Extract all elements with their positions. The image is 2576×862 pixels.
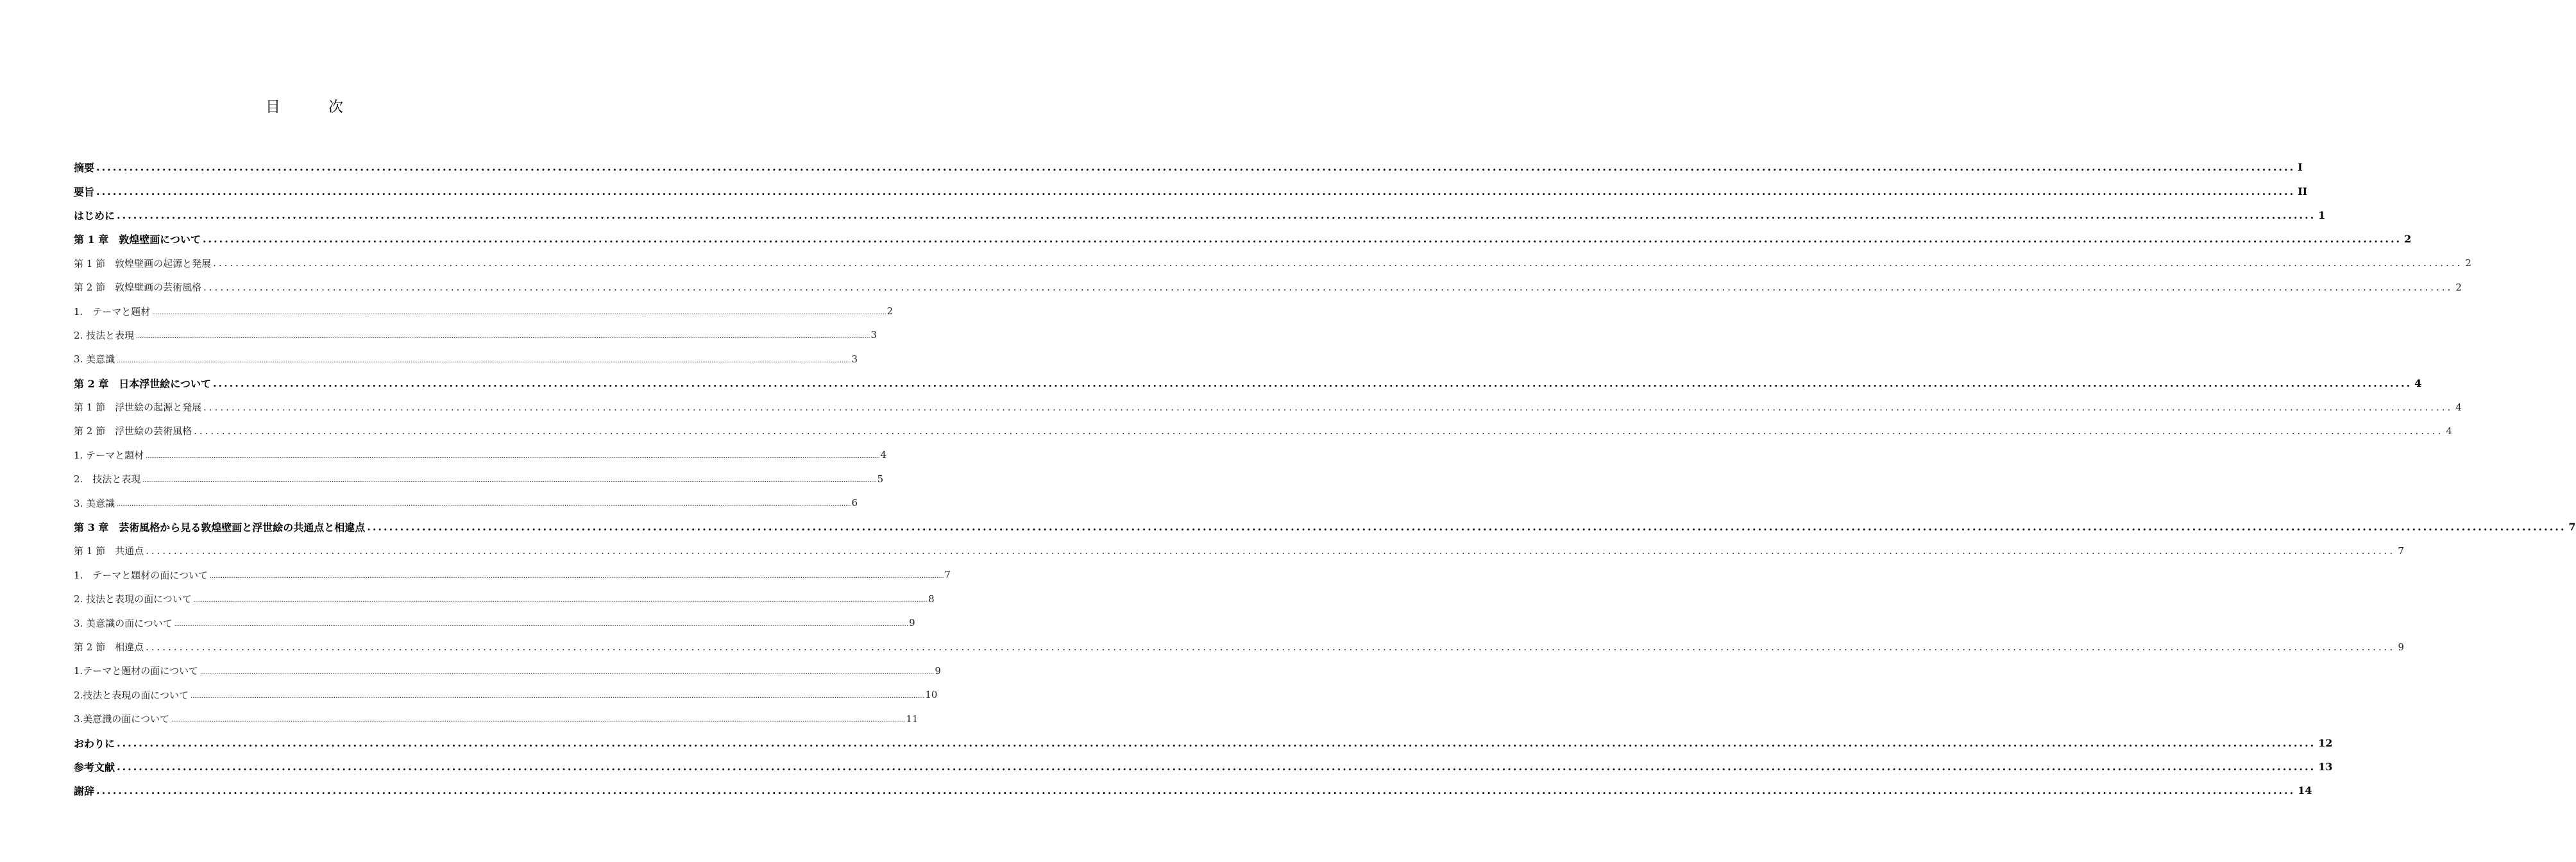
toc-entry [74, 539, 2404, 562]
toc-entry-label: 第 1 節 敦煌壁画の起源と発展 [74, 257, 212, 269]
toc-entry-label: 1. テーマと題材の面について [74, 569, 208, 581]
toc-entry-label: 1. テーマと題材 [74, 305, 151, 317]
toc-entry-page-number: 9 [935, 664, 941, 677]
toc-entry-label: 第 1 節 浮世絵の起源と発展 [74, 401, 202, 414]
toc-entry [74, 419, 2452, 443]
toc-dot-leader: ................................................................................................................................................................................................................................................................................................................................................................................................................ [200, 669, 935, 676]
toc-dot-leader: ................................................................................................................................................................................................................................................................................................................................................................................................................ [191, 693, 925, 700]
page-title: 目 次 [266, 99, 360, 115]
toc-dot-leader: ................................................................................................................................................................................................................................................................................................................................................................................................................ [193, 597, 928, 604]
toc-entry [74, 179, 2308, 203]
toc-entry-page-number: 2 [886, 305, 894, 317]
toc-entry [74, 563, 951, 587]
toc-dot-leader: ................................................................................................................................................................................................................................................................................................................................................................................................................ [117, 208, 2316, 221]
toc-entry-label: 3. 美意識 [74, 497, 115, 509]
toc-entry [74, 395, 2462, 419]
toc-dot-leader: ................................................................................................................................................................................................................................................................................................................................................................................................................ [117, 357, 851, 364]
toc-entry [74, 683, 938, 707]
toc-entry [74, 755, 2333, 779]
toc-entry-label: 3. 美意識 [74, 353, 115, 366]
toc-entry [74, 467, 884, 491]
toc-entry [74, 203, 2326, 227]
toc-entry [74, 515, 2576, 539]
toc-entry-label: 第 2 節 相違点 [74, 641, 144, 653]
toc-entry-page-number: 14 [2298, 784, 2312, 797]
toc-entry-page-number: 3 [851, 353, 858, 365]
toc-entry-page-number: 9 [909, 617, 915, 629]
toc-entry-page-number: 8 [928, 593, 935, 605]
toc-entry-label: 要旨 [74, 185, 95, 198]
toc-dot-leader: ................................................................................................................................................................................................................................................................................................................................................................................................................ [210, 573, 944, 580]
toc-entry [74, 659, 941, 682]
toc-entry-label: 第 2 節 浮世絵の芸術風格 [74, 425, 192, 437]
toc-entry-label: 第 2 節 敦煌壁画の芸術風格 [74, 282, 202, 294]
toc-entry-page-number: 7 [944, 569, 951, 581]
toc-entry [74, 707, 919, 731]
toc-entry [74, 611, 915, 634]
toc-entry-page-number: 9 [2398, 641, 2404, 653]
toc-entry [74, 227, 2412, 251]
toc-entry-page-number: 2 [2465, 257, 2471, 269]
toc-entry-page-number: 5 [877, 473, 884, 485]
toc-entry-page-number: 3 [870, 329, 877, 341]
toc-entry-label: はじめに [74, 209, 115, 222]
toc-entry-page-number: 4 [2414, 376, 2422, 389]
toc-entry-label: 第 1 節 共通点 [74, 545, 144, 557]
toc-entry [74, 347, 858, 371]
toc-dot-leader: ................................................................................................................................................................................................................................................................................................................................................................................................................ [117, 501, 851, 508]
toc-dot-leader: ................................................................................................................................................................................................................................................................................................................................................................................................................ [117, 760, 2316, 773]
toc-entry-page-number: 7 [2568, 521, 2576, 534]
toc-dot-leader: ................................................................................................................................................................................................................................................................................................................................................................................................................ [136, 334, 870, 341]
toc-dot-leader: ................................................................................................................................................................................................................................................................................................................................................................................................................ [152, 309, 886, 316]
toc-dot-leader: ................................................................................................................................................................................................................................................................................................................................................................................................................ [146, 453, 880, 461]
toc-entry [74, 371, 2422, 395]
toc-dot-leader: ................................................................................................................................................................................................................................................................................................................................................................................................................ [203, 281, 2453, 293]
toc-entry-page-number: 7 [2398, 545, 2404, 557]
toc-entry-label: 第 2 章 日本浮世絵について [74, 377, 211, 390]
toc-dot-leader: ................................................................................................................................................................................................................................................................................................................................................................................................................ [212, 376, 2412, 389]
toc-entry-page-number: 6 [851, 497, 858, 509]
toc-dot-leader: ................................................................................................................................................................................................................................................................................................................................................................................................................ [174, 621, 909, 628]
toc-dot-leader: ................................................................................................................................................................................................................................................................................................................................................................................................................ [203, 401, 2453, 413]
toc-dot-leader: ................................................................................................................................................................................................................................................................................................................................................................................................................ [194, 425, 2444, 437]
toc-dot-leader: ................................................................................................................................................................................................................................................................................................................................................................................................................ [96, 161, 2296, 174]
toc-entry-page-number: 11 [906, 713, 919, 725]
toc-entry-label: 2. 技法と表現 [74, 473, 141, 486]
toc-entry-page-number: II [2298, 185, 2308, 198]
toc-dot-leader: ................................................................................................................................................................................................................................................................................................................................................................................................................ [367, 521, 2566, 534]
toc-entry-label: 3.美意識の面について [74, 713, 170, 725]
toc-dot-leader: ................................................................................................................................................................................................................................................................................................................................................................................................................ [213, 257, 2463, 269]
toc-entry-label: 謝辞 [74, 785, 95, 798]
toc-entry [74, 443, 886, 467]
toc-dot-leader: ................................................................................................................................................................................................................................................................................................................................................................................................................ [142, 477, 877, 484]
toc-entry-page-number: 10 [925, 689, 938, 701]
toc-entry [74, 155, 2303, 179]
toc-entry-label: 1.テーマと題材の面について [74, 665, 199, 677]
toc-entry-page-number: 4 [880, 449, 886, 461]
toc-entry-page-number: 13 [2318, 760, 2333, 773]
toc-entry [74, 779, 2312, 802]
toc-entry [74, 635, 2404, 659]
toc-entry [74, 323, 877, 347]
toc-entry-page-number: 4 [2446, 425, 2452, 437]
toc-entry [74, 587, 935, 611]
toc-dot-leader: ................................................................................................................................................................................................................................................................................................................................................................................................................ [146, 641, 2396, 653]
toc-entry-label: おわりに [74, 737, 115, 750]
toc-entry-page-number: 1 [2318, 208, 2326, 221]
toc-entry-label: 2.技法と表現の面について [74, 689, 189, 701]
toc-dot-leader: ................................................................................................................................................................................................................................................................................................................................................................................................................ [117, 736, 2316, 749]
toc-entry-label: 1. テーマと題材 [74, 449, 144, 461]
toc-entry-page-number: 2 [2455, 281, 2462, 293]
toc-entry-label: 2. 技法と表現の面について [74, 593, 192, 605]
toc-entry [74, 299, 894, 323]
toc-entry-page-number: 4 [2455, 401, 2462, 413]
toc-entry-page-number: 12 [2318, 736, 2333, 749]
toc-entry-page-number: 2 [2404, 233, 2412, 246]
toc-entry-label: 摘要 [74, 162, 95, 174]
toc-entry-label: 3. 美意識の面について [74, 617, 173, 629]
toc-entry-page-number: I [2298, 161, 2303, 174]
toc-entry-label: 参考文献 [74, 761, 115, 773]
toc-entry [74, 275, 2462, 299]
toc-dot-leader: ................................................................................................................................................................................................................................................................................................................................................................................................................ [146, 545, 2396, 557]
toc-entry-label: 第 3 章 芸術風格から見る敦煌壁画と浮世絵の共通点と相違点 [74, 521, 366, 534]
table-of-contents [74, 155, 2576, 803]
toc-entry-label: 2. 技法と表現 [74, 329, 135, 341]
toc-dot-leader: ................................................................................................................................................................................................................................................................................................................................................................................................................ [96, 185, 2296, 198]
toc-dot-leader: ................................................................................................................................................................................................................................................................................................................................................................................................................ [202, 233, 2402, 246]
toc-entry-label: 第 1 章 敦煌壁画について [74, 233, 201, 246]
toc-dot-leader: ................................................................................................................................................................................................................................................................................................................................................................................................................ [96, 784, 2296, 797]
toc-entry [74, 251, 2471, 275]
toc-entry [74, 731, 2333, 754]
toc-entry [74, 491, 858, 514]
toc-dot-leader: ................................................................................................................................................................................................................................................................................................................................................................................................................ [171, 717, 906, 724]
